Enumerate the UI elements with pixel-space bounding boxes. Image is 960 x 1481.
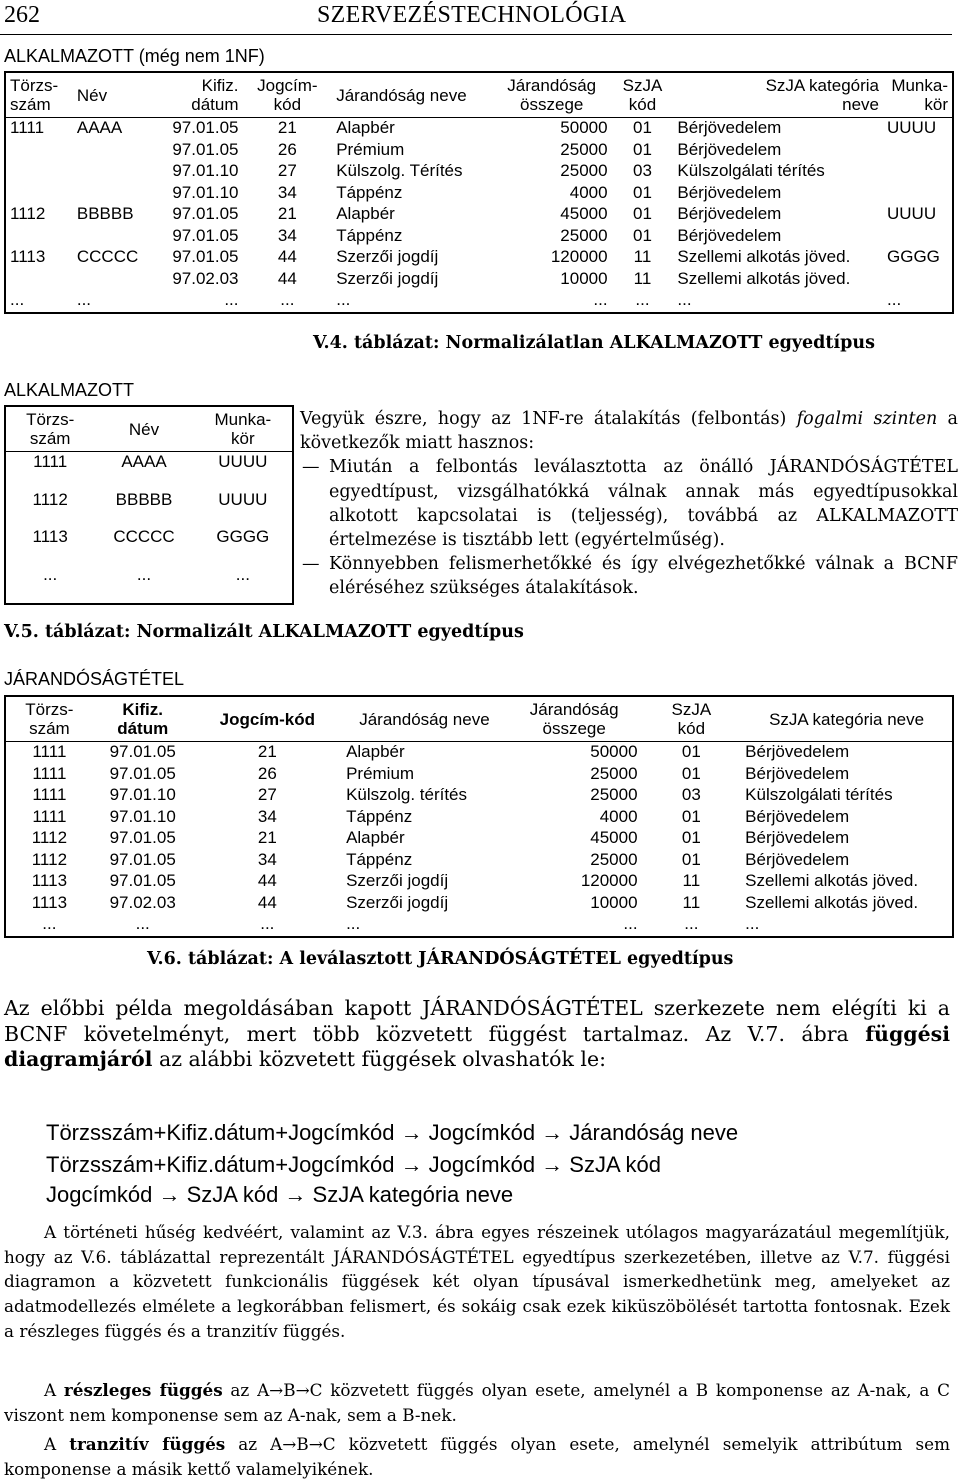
table-cell: 1111 [33, 452, 68, 471]
table-jarandosagtetel [4, 695, 954, 938]
table-label-alkalmazott-normalized: ALKALMAZOTT [4, 380, 135, 400]
table-cell: ... [635, 290, 650, 309]
column-header: Kifiz. dátum [143, 72, 243, 118]
table-cell: 27 [257, 785, 277, 804]
table-cell: 97.01.05 [172, 204, 239, 223]
table-cell: 34 [277, 182, 297, 202]
table-row [5, 871, 953, 893]
table-cell: 25000 [560, 161, 608, 180]
table-cell: Alapbér [336, 118, 395, 137]
table-cell: AAAA [121, 452, 167, 471]
table-cell: 97.01.05 [172, 247, 239, 266]
table-cell: Bérjövedelem [677, 182, 782, 202]
table-cell: ... [677, 290, 692, 309]
table-caption-v5: V.5. táblázat: Normalizált ALKALMAZOTT egyedtípus [4, 622, 524, 642]
table-cell: 25000 [560, 225, 608, 245]
table-cell: 21 [277, 204, 297, 223]
table-cell: ... [135, 914, 150, 933]
table-row [5, 828, 953, 850]
table-cell: ... [42, 914, 57, 933]
table-cell: CCCCC [76, 247, 139, 266]
column-header: Munka- kör [883, 72, 953, 118]
table-cell: 01 [633, 139, 652, 159]
table-row [5, 850, 953, 872]
table-cell: 44 [257, 892, 277, 912]
table-label-jarandosagtetel: JÁRANDÓSÁGTÉTEL [4, 669, 185, 689]
table-cell: Táppénz [346, 849, 413, 869]
running-title: SZERVEZÉSTECHNOLÓGIA [317, 2, 627, 28]
table-cell: 11 [633, 247, 652, 266]
table-cell: 01 [633, 204, 652, 223]
table-cell: 44 [257, 871, 277, 890]
column-header: Járandóság neve [332, 72, 492, 118]
table-cell: Szellemi alkotás jöved. [677, 247, 851, 266]
table-cell: 25000 [590, 785, 638, 804]
table-cell: 44 [277, 247, 297, 266]
table-cell: GGGG [887, 247, 940, 266]
table-row [5, 204, 953, 226]
table-row [5, 914, 953, 937]
table-cell: 01 [633, 118, 652, 137]
table-row [5, 226, 953, 248]
table-cell: ... [76, 290, 92, 309]
column-header: Járandóság neve [342, 696, 507, 742]
table-cell: 97.01.05 [172, 118, 239, 137]
paragraph-partial-dependency: A részleges függés az A→B→C közvetett függés olyan esete, amelynél a B komponense az A-nak, a C viszont nem komponense sem az A-nak, sem a B-nek. [4, 1380, 950, 1425]
table-row [5, 452, 293, 490]
table-cell: 97.01.10 [172, 182, 239, 202]
table-cell: ... [235, 564, 250, 584]
table-cell: 11 [633, 268, 652, 288]
table-cell: Táppénz [336, 182, 403, 202]
table-cell: Külszolg. Térítés [336, 161, 463, 180]
table-cell: 27 [277, 161, 297, 180]
table-cell: 01 [633, 182, 652, 202]
side-text [300, 407, 958, 601]
table-cell: 97.01.10 [109, 785, 176, 804]
table-row [5, 764, 953, 786]
column-header: SzJA kód [642, 696, 742, 742]
table-cell: Külszolgálati térítés [745, 785, 893, 804]
table-cell: BBBBB [115, 489, 173, 509]
table-cell: 01 [681, 763, 701, 783]
column-header: Név [94, 406, 193, 452]
table-cell: 11 [682, 871, 701, 890]
table-cell: 97.01.05 [109, 828, 176, 847]
table-cell: UUUU [218, 452, 268, 471]
table-cell: CCCCC [113, 527, 175, 547]
table-cell: UUUU [218, 489, 268, 509]
table-cell [73, 183, 143, 205]
table-cell: 1112 [31, 849, 68, 869]
table-cell: 1113 [31, 892, 68, 912]
table-cell: 1111 [32, 742, 67, 761]
table-cell: 1111 [32, 806, 67, 826]
table-cell: 10000 [590, 892, 638, 912]
table-cell [5, 226, 73, 248]
column-header: Név [73, 72, 143, 118]
table-cell: 97.01.10 [109, 806, 176, 826]
table-row [5, 118, 953, 140]
table-cell: Táppénz [336, 225, 403, 245]
table-cell: 45000 [560, 204, 608, 223]
table-row [5, 893, 953, 915]
table-cell [73, 226, 143, 248]
table-cell: Bérjövedelem [677, 139, 782, 159]
table-cell: 1113 [31, 871, 68, 890]
table-cell: 1111 [10, 118, 45, 137]
table-cell: 21 [257, 828, 277, 847]
table-cell: 97.02.03 [172, 268, 239, 288]
table-cell [883, 140, 953, 162]
table-cell: ... [336, 290, 351, 309]
table-cell: 34 [257, 849, 277, 869]
table-cell: 01 [681, 849, 701, 869]
table-cell: Bérjövedelem [745, 849, 850, 869]
table-cell: 01 [633, 225, 652, 245]
table-cell: ... [136, 564, 152, 584]
table-cell: 97.02.03 [109, 892, 176, 912]
table-cell: Szellemi alkotás jöved. [677, 268, 851, 288]
table-cell: Alapbér [346, 828, 405, 847]
table-cell: ... [887, 290, 902, 309]
table-cell: 1112 [10, 204, 46, 223]
table-row [5, 565, 293, 604]
table-cell: GGGG [216, 527, 270, 547]
table-cell: Bérjövedelem [677, 225, 782, 245]
table-row [5, 807, 953, 829]
paragraph-transitive-dependency: A tranzitív függés az A→B→C közvetett függés olyan esete, amelynél semelyik attribútum sem komponense a másik kettő valamelyikének. [4, 1434, 950, 1479]
table-cell: 25000 [560, 139, 608, 159]
table-cell: Bérjövedelem [745, 763, 850, 783]
table-cell: ... [593, 290, 608, 309]
table-cell: ... [346, 914, 361, 933]
table-cell [883, 161, 953, 183]
table-cell: ... [623, 914, 638, 933]
table-cell: 4000 [599, 806, 638, 826]
running-header [0, 0, 952, 35]
table-header-row [5, 72, 953, 118]
table-cell: ... [43, 564, 58, 584]
table-cell: Bérjövedelem [745, 828, 850, 847]
table-cell: 1111 [32, 763, 67, 783]
table-cell: Külszolg. térítés [346, 785, 468, 804]
table-cell: 26 [277, 139, 297, 159]
table-cell: 1113 [32, 527, 68, 547]
column-header: Járandóság összege [507, 696, 642, 742]
column-header: SzJA kód [612, 72, 674, 118]
column-header: Járandóság összege [492, 72, 612, 118]
column-header: Kifiz. dátum [93, 696, 193, 742]
table-cell: 44 [277, 268, 297, 288]
table-cell: 21 [257, 742, 277, 761]
column-header: Munka- kör [194, 406, 293, 452]
table-cell: BBBBB [76, 204, 134, 223]
table-caption-v4: V.4. táblázat: Normalizálatlan ALKALMAZOTT egyedtípus [313, 333, 875, 353]
table-row [5, 742, 953, 764]
table-cell: Prémium [336, 139, 405, 159]
table-cell [5, 161, 73, 183]
table-cell: 97.01.05 [109, 871, 176, 890]
dependency-line: Törzsszám+Kifiz.dátum+Jogcímkód → Jogcímkód → Járandóság neve [46, 1120, 739, 1145]
table-cell [5, 269, 73, 291]
table-cell: 34 [257, 806, 277, 826]
table-cell: Szerzői jogdíj [336, 268, 439, 288]
table-cell: 50000 [590, 742, 638, 761]
table-cell: 4000 [569, 182, 608, 202]
paragraph-history: A történeti hűség kedvéért, valamint az V.3. ábra egyes részeinek utólagos magyarázatául megemlítjük, hogy az V.6. táblázattal reprezentált JÁRANDÓSÁGTÉTEL egyedtípus szerkezetében, illetve az V.7. függési diagramon a közvetett funkcionális függések két olyan típusával ismerkedhetünk meg, amelyeket az adatmodellezés elmélete a legkorábban felismert, és sokáig csak ezek kiküszöbölését tartotta fontosnak. Ezek a részleges függés és a tranzitív függés. [4, 1222, 950, 1341]
table-row [5, 161, 953, 183]
table-cell: 1111 [32, 785, 67, 804]
column-header: Törzs- szám [5, 696, 93, 742]
side-intro: Vegyük észre, hogy az 1NF-re átalakítás (felbontás) fogalmi szinten a következők miatt hasznos: [300, 409, 958, 454]
table-cell: Táppénz [346, 806, 413, 826]
table-cell: 1112 [32, 489, 68, 509]
table-label-alkalmazott-unnormalized: ALKALMAZOTT (még nem 1NF) [4, 46, 265, 66]
table-cell [73, 140, 143, 162]
table-cell: Alapbér [346, 742, 405, 761]
table-cell: Bérjövedelem [677, 204, 782, 223]
table-cell: 97.01.05 [109, 742, 176, 761]
column-header: Jogcím-kód [193, 696, 342, 742]
table-cell: 10000 [560, 268, 608, 288]
table-cell: Bérjövedelem [745, 806, 850, 826]
column-header: Jogcím- kód [243, 72, 333, 118]
table-cell: ... [224, 290, 239, 309]
table-row [5, 269, 953, 291]
bullet-item: — Könnyebben felismerhetőkké és így elvégezhetőkké válnak a BCNF eléréséhez szükséges átalakítások. [302, 554, 958, 599]
table-cell: Szellemi alkotás jöved. [745, 892, 919, 912]
table-cell [5, 140, 73, 162]
table-cell: ... [745, 914, 760, 933]
table-cell: 03 [633, 161, 652, 180]
table-cell: Prémium [346, 763, 415, 783]
table-cell: 26 [257, 763, 277, 783]
table-cell: 97.01.05 [172, 139, 239, 159]
table-cell: 97.01.05 [172, 225, 239, 245]
table-row [5, 785, 953, 807]
table-caption-v6: V.6. táblázat: A leválasztott JÁRANDÓSÁGTÉTEL egyedtípus [147, 949, 734, 969]
table-header-row [5, 406, 293, 452]
table-cell: Szerzői jogdíj [346, 892, 449, 912]
table-cell: 50000 [560, 118, 608, 137]
table-cell: 21 [277, 118, 297, 137]
table-alkalmazott-unnormalized [4, 71, 954, 314]
table-cell: 01 [681, 742, 701, 761]
table-cell [883, 226, 953, 248]
table-cell: 01 [681, 806, 701, 826]
table-cell: Szerzői jogdíj [346, 871, 449, 890]
table-row [5, 527, 293, 564]
table-cell: ... [280, 290, 295, 309]
column-header: Törzs- szám [5, 406, 94, 452]
column-header: SzJA kategória neve [673, 72, 883, 118]
dependency-line: Jogcímkód → SzJA kód → SzJA kategória neve [46, 1182, 514, 1207]
table-cell: Szellemi alkotás jöved. [745, 871, 919, 890]
table-cell: 120000 [550, 247, 608, 266]
table-cell: 97.01.05 [109, 849, 176, 869]
table-cell: Bérjövedelem [745, 742, 850, 761]
table-header-row [5, 696, 953, 742]
table-row [5, 183, 953, 205]
table-cell [5, 183, 73, 205]
column-header: Törzs- szám [5, 72, 73, 118]
column-header: SzJA kategória neve [741, 696, 953, 742]
page-number: 262 [4, 2, 40, 28]
table-row [5, 247, 953, 269]
table-cell: ... [684, 914, 699, 933]
table-cell: Külszolgálati térítés [677, 161, 825, 180]
table-cell: Szerzői jogdíj [336, 247, 439, 266]
table-row [5, 140, 953, 162]
table-cell: UUUU [887, 118, 937, 137]
table-alkalmazott-normalized [4, 405, 294, 605]
table-cell: Bérjövedelem [677, 118, 782, 137]
table-row [5, 490, 293, 527]
table-cell [883, 183, 953, 205]
dependency-line: Törzsszám+Kifiz.dátum+Jogcímkód → Jogcímkód → SzJA kód [46, 1152, 662, 1177]
table-cell: 1113 [10, 247, 46, 266]
table-cell: 45000 [590, 828, 638, 847]
table-cell [883, 269, 953, 291]
bullet-item: — Miután a felbontás leválasztotta az önálló JÁRANDÓSÁGTÉTEL egyedtípust, vizsgálhatókká válnak annak más egyedtípusokkal alkotott kapcsolatai is (teljesség), továbbá az ALKALMAZOTT értelmezése is tisztább lett (egyértelműség). [302, 457, 958, 551]
table-cell: 03 [681, 785, 701, 804]
table-cell: ... [260, 914, 275, 933]
table-cell: Alapbér [336, 204, 395, 223]
table-cell [73, 161, 143, 183]
table-cell: 97.01.05 [109, 763, 176, 783]
table-cell: 25000 [590, 763, 638, 783]
table-cell: 25000 [590, 849, 638, 869]
table-cell: 120000 [580, 871, 638, 890]
table-cell: 97.01.10 [172, 161, 239, 180]
table-cell: AAAA [76, 118, 123, 137]
table-cell [73, 269, 143, 291]
table-cell: UUUU [887, 204, 937, 223]
table-cell: 1112 [31, 828, 68, 847]
paragraph-bcnf: Az előbbi példa megoldásában kapott JÁRANDÓSÁGTÉTEL szerkezete nem elégíti ki a BCNF követelményt, mert több közvetett függést tartalmaz. Az V.7. ábra függési diagramjáról az alábbi közvetett függések olvashatók le: [4, 996, 950, 1071]
table-cell: 34 [277, 225, 297, 245]
table-cell: 11 [682, 892, 701, 912]
table-cell: 01 [681, 828, 701, 847]
table-cell: ... [10, 290, 25, 309]
table-row [5, 290, 953, 313]
